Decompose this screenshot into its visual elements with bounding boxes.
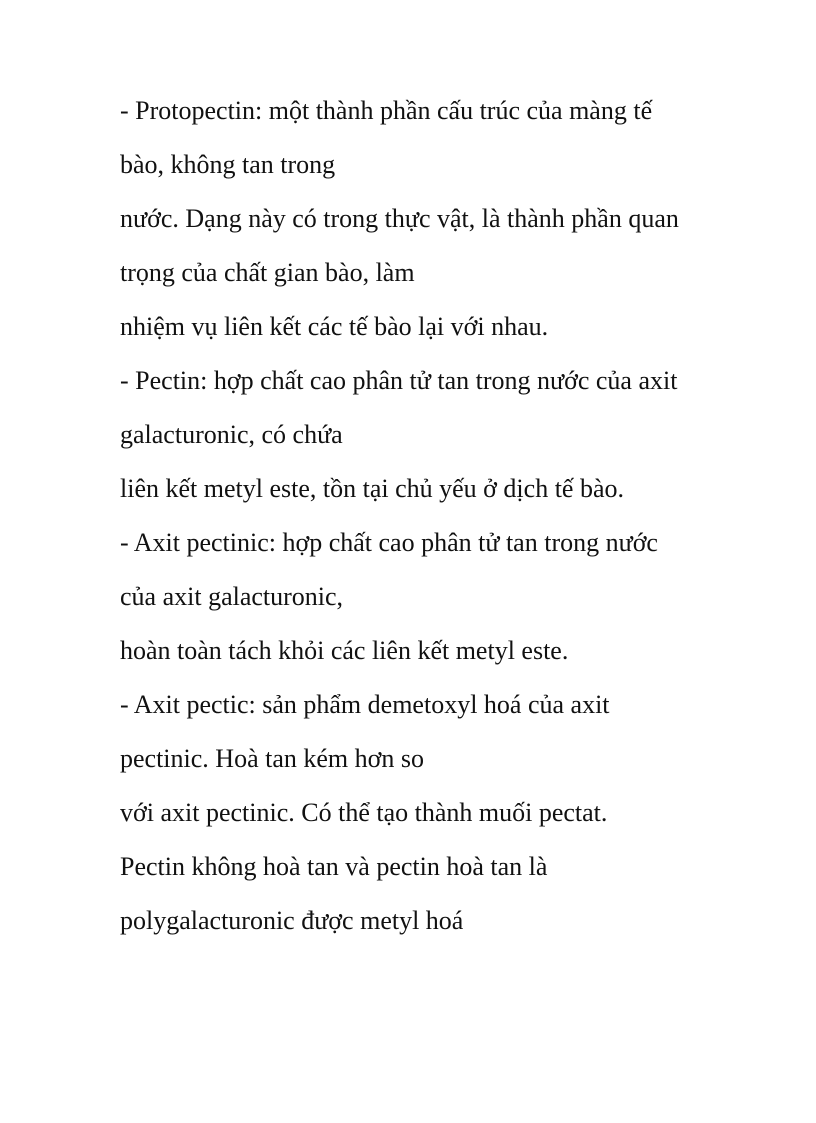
text-line: - Pectin: hợp chất cao phân tử tan trong nước của axit [120,366,678,395]
text-line: nhiệm vụ liên kết các tế bào lại với nhau. [120,312,549,341]
text-line: Pectin không hoà tan và pectin hoà tan là [120,852,548,881]
text-line: pectinic. Hoà tan kém hơn so [120,744,425,773]
document-body [120,96,720,936]
text-line: trọng của chất gian bào, làm [120,258,415,287]
text-line: - Protopectin: một thành phần cấu trúc của màng tế [120,96,653,125]
text-line: polygalacturonic được metyl hoá [120,906,464,935]
text-line: của axit galacturonic, [120,582,344,611]
text-line: nước. Dạng này có trong thực vật, là thành phần quan [120,204,679,233]
text-line: - Axit pectinic: hợp chất cao phân tử tan trong nước [120,528,658,557]
text-line: - Axit pectic: sản phẩm demetoxyl hoá của axit [120,690,610,719]
text-line: hoàn toàn tách khỏi các liên kết metyl este. [120,636,569,665]
text-line: bào, không tan trong [120,150,336,179]
text-line: liên kết metyl este, tồn tại chủ yếu ở dịch tế bào. [120,474,624,503]
text-line: với axit pectinic. Có thể tạo thành muối pectat. [120,798,608,827]
text-line: galacturonic, có chứa [120,420,343,449]
